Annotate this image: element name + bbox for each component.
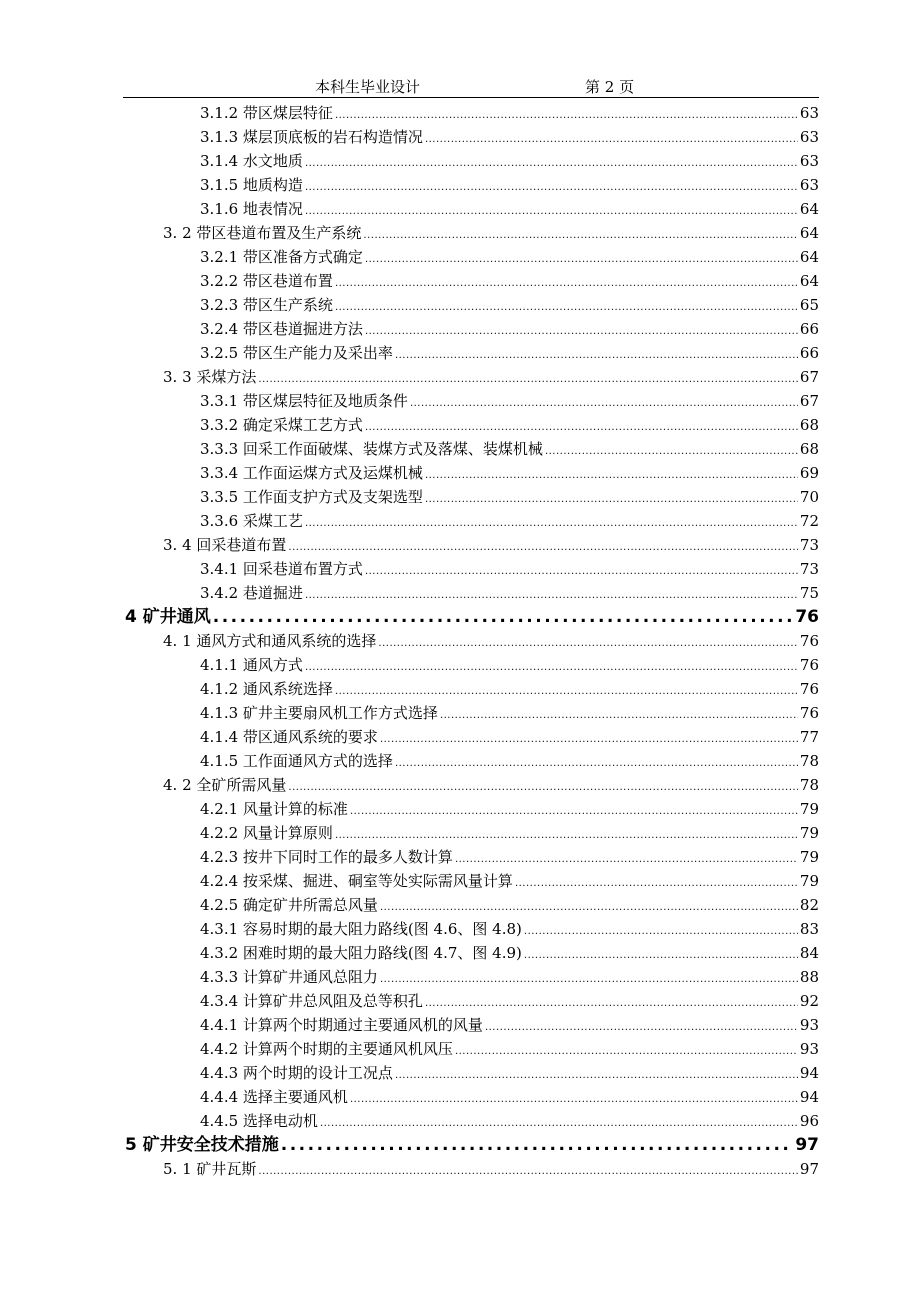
toc-entry-page: 79 (799, 848, 819, 866)
toc-dot-leader (305, 152, 798, 176)
toc-entry-page: 76 (799, 656, 819, 674)
toc-entry-page: 64 (799, 224, 819, 242)
toc-entry-title: 4.4.3 两个时期的设计工况点 (200, 1064, 393, 1082)
toc-entry-title: 4 矿井通风 (125, 607, 211, 627)
toc-dot-leader (425, 488, 798, 512)
toc-entry[interactable] (123, 557, 819, 581)
toc-entry-title: 4.3.4 计算矿井总风阻及总等积孔 (200, 992, 423, 1010)
toc-entry-title: 4.3.2 困难时期的最大阻力路线(图 4.7、图 4.9) (200, 944, 522, 962)
toc-entry-page: 65 (799, 296, 819, 314)
toc-dot-leader (288, 536, 798, 560)
header-page-number: 第 2 页 (585, 78, 635, 96)
toc-entry-title: 3.1.6 地表情况 (200, 200, 303, 218)
toc-dot-leader (365, 248, 798, 272)
toc-dot-leader (305, 200, 798, 224)
toc-dot-leader (335, 272, 798, 296)
toc-entry-page: 79 (799, 872, 819, 890)
toc-entry[interactable] (123, 773, 819, 797)
toc-entry-page: 64 (799, 200, 819, 218)
toc-entry-title: 4.2.3 按井下同时工作的最多人数计算 (200, 848, 453, 866)
toc-entry-title: 3.2.4 带区巷道掘进方法 (200, 320, 363, 338)
toc-entry-title: 3.1.2 带区煤层特征 (200, 104, 333, 122)
toc-entry-title: 3.2.3 带区生产系统 (200, 296, 333, 314)
toc-entry[interactable] (123, 869, 819, 893)
toc-entry[interactable] (123, 725, 819, 749)
toc-entry[interactable] (123, 965, 819, 989)
toc-dot-leader (425, 128, 798, 152)
toc-entry-title: 4.4.5 选择电动机 (200, 1112, 318, 1130)
toc-entry-page: 76 (795, 607, 819, 627)
toc-dot-leader (545, 440, 798, 464)
toc-dot-leader (213, 605, 794, 629)
toc-dot-leader (305, 512, 798, 536)
toc-entry-page: 66 (799, 320, 819, 338)
toc-entry[interactable] (123, 1133, 819, 1157)
toc-entry-title: 3.3.1 带区煤层特征及地质条件 (200, 392, 408, 410)
toc-dot-leader (455, 1040, 798, 1064)
toc-entry[interactable] (123, 533, 819, 557)
toc-entry-page: 84 (799, 944, 819, 962)
toc-entry[interactable] (123, 917, 819, 941)
toc-dot-leader (380, 728, 798, 752)
toc-entry[interactable] (123, 1013, 819, 1037)
toc-entry[interactable] (123, 1157, 819, 1181)
toc-entry-title: 3.1.4 水文地质 (200, 152, 303, 170)
toc-entry-title: 4.1.1 通风方式 (200, 656, 303, 674)
toc-entry-page: 68 (799, 416, 819, 434)
toc-entry[interactable] (123, 293, 819, 317)
toc-entry[interactable] (123, 629, 819, 653)
toc-entry[interactable] (123, 341, 819, 365)
toc-entry[interactable] (123, 461, 819, 485)
toc-entry-page: 73 (799, 536, 819, 554)
toc-entry-title: 4.1.4 带区通风系统的要求 (200, 728, 378, 746)
toc-entry-title: 4.2.5 确定矿井所需总风量 (200, 896, 378, 914)
toc-entry-title: 5 矿井安全技术措施 (125, 1135, 279, 1155)
toc-dot-leader (378, 632, 798, 656)
toc-entry[interactable] (123, 1109, 819, 1133)
toc-entry-title: 4.2.4 按采煤、掘进、硐室等处实际需风量计算 (200, 872, 513, 890)
toc-entry-page: 77 (799, 728, 819, 746)
toc-entry-title: 4.3.3 计算矿井通风总阻力 (200, 968, 378, 986)
toc-dot-leader (288, 776, 798, 800)
toc-entry-page: 63 (799, 128, 819, 146)
toc-entry-page: 68 (799, 440, 819, 458)
toc-entry-title: 3. 3 采煤方法 (163, 368, 257, 386)
toc-dot-leader (363, 224, 798, 248)
toc-entry-title: 3.3.4 工作面运煤方式及运煤机械 (200, 464, 423, 482)
toc-entry-title: 3.1.5 地质构造 (200, 176, 303, 194)
toc-entry-page: 92 (799, 992, 819, 1010)
toc-entry-title: 5. 1 矿井瓦斯 (163, 1160, 257, 1178)
toc-entry-page: 75 (799, 584, 819, 602)
toc-entry-title: 3.3.2 确定采煤工艺方式 (200, 416, 363, 434)
toc-dot-leader (440, 704, 798, 728)
toc-entry[interactable] (123, 413, 819, 437)
toc-entry-title: 4.1.2 通风系统选择 (200, 680, 333, 698)
toc-entry[interactable] (123, 749, 819, 773)
toc-entry-page: 96 (799, 1112, 819, 1130)
toc-entry-page: 79 (799, 824, 819, 842)
toc-entry[interactable] (123, 485, 819, 509)
toc-entry[interactable] (123, 821, 819, 845)
toc-entry[interactable] (123, 605, 819, 629)
toc-entry[interactable] (123, 677, 819, 701)
toc-entry[interactable] (123, 245, 819, 269)
toc-entry-page: 79 (799, 800, 819, 818)
toc-entry[interactable] (123, 269, 819, 293)
toc-entry-title: 3.2.2 带区巷道布置 (200, 272, 333, 290)
toc-entry[interactable] (123, 317, 819, 341)
toc-dot-leader (365, 320, 798, 344)
toc-entry-page: 63 (799, 152, 819, 170)
toc-entry[interactable] (123, 173, 819, 197)
toc-dot-leader (395, 344, 798, 368)
toc-entry-page: 67 (799, 392, 819, 410)
toc-dot-leader (305, 656, 798, 680)
toc-entry[interactable] (123, 845, 819, 869)
toc-entry-title: 4. 2 全矿所需风量 (163, 776, 287, 794)
table-of-contents (123, 101, 819, 1181)
toc-dot-leader (350, 1088, 798, 1112)
toc-entry-title: 3.1.3 煤层顶底板的岩石构造情况 (200, 128, 423, 146)
toc-entry-title: 4.2.2 风量计算原则 (200, 824, 333, 842)
toc-dot-leader (425, 464, 798, 488)
toc-entry-page: 78 (799, 776, 819, 794)
toc-entry-page: 64 (799, 272, 819, 290)
toc-entry[interactable] (123, 149, 819, 173)
page-header (123, 74, 819, 96)
toc-entry-title: 4.1.5 工作面通风方式的选择 (200, 752, 393, 770)
toc-entry[interactable] (123, 125, 819, 149)
toc-entry-page: 70 (799, 488, 819, 506)
toc-entry-page: 76 (799, 680, 819, 698)
toc-entry-page: 66 (799, 344, 819, 362)
toc-entry-page: 97 (799, 1160, 819, 1178)
toc-entry[interactable] (123, 221, 819, 245)
toc-entry[interactable] (123, 197, 819, 221)
toc-entry-page: 76 (799, 632, 819, 650)
toc-entry-title: 4.2.1 风量计算的标准 (200, 800, 348, 818)
toc-entry[interactable] (123, 365, 819, 389)
toc-entry-page: 63 (799, 104, 819, 122)
toc-entry-page: 94 (799, 1064, 819, 1082)
toc-entry[interactable] (123, 701, 819, 725)
toc-entry-title: 4.4.2 计算两个时期的主要通风机风压 (200, 1040, 453, 1058)
toc-dot-leader (485, 1016, 798, 1040)
toc-entry-title: 4.4.1 计算两个时期通过主要通风机的风量 (200, 1016, 483, 1034)
header-rule (123, 97, 819, 98)
toc-entry[interactable] (123, 989, 819, 1013)
toc-dot-leader (281, 1133, 794, 1157)
toc-entry[interactable] (123, 581, 819, 605)
toc-entry-page: 69 (799, 464, 819, 482)
toc-entry[interactable] (123, 1037, 819, 1061)
toc-dot-leader (410, 392, 798, 416)
toc-dot-leader (380, 968, 798, 992)
toc-entry-title: 3.4.1 回采巷道布置方式 (200, 560, 363, 578)
toc-entry-page: 64 (799, 248, 819, 266)
toc-entry-page: 78 (799, 752, 819, 770)
toc-entry[interactable] (123, 437, 819, 461)
toc-entry-title: 3.3.6 采煤工艺 (200, 512, 303, 530)
toc-entry-title: 3.2.5 带区生产能力及采出率 (200, 344, 393, 362)
toc-dot-leader (350, 800, 798, 824)
toc-dot-leader (258, 1160, 798, 1184)
toc-entry-page: 67 (799, 368, 819, 386)
toc-dot-leader (395, 752, 798, 776)
toc-entry-title: 3.3.5 工作面支护方式及支架选型 (200, 488, 423, 506)
header-title: 本科生毕业设计 (315, 78, 421, 96)
toc-entry[interactable] (123, 893, 819, 917)
toc-dot-leader (395, 1064, 798, 1088)
toc-entry-page: 63 (799, 176, 819, 194)
toc-entry-title: 4.3.1 容易时期的最大阻力路线(图 4.6、图 4.8) (200, 920, 522, 938)
toc-entry[interactable] (123, 509, 819, 533)
toc-entry-title: 4. 1 通风方式和通风系统的选择 (163, 632, 377, 650)
toc-entry-page: 73 (799, 560, 819, 578)
toc-entry-page: 76 (799, 704, 819, 722)
toc-entry-title: 3.2.1 带区准备方式确定 (200, 248, 363, 266)
toc-entry[interactable] (123, 101, 819, 125)
toc-entry-page: 88 (799, 968, 819, 986)
toc-dot-leader (365, 560, 798, 584)
toc-entry-page: 72 (799, 512, 819, 530)
toc-entry-page: 93 (799, 1040, 819, 1058)
toc-entry-title: 3. 2 带区巷道布置及生产系统 (163, 224, 362, 242)
toc-entry-title: 4.1.3 矿井主要扇风机工作方式选择 (200, 704, 438, 722)
toc-entry[interactable] (123, 941, 819, 965)
toc-entry[interactable] (123, 1061, 819, 1085)
toc-entry-page: 94 (799, 1088, 819, 1106)
toc-entry-title: 4.4.4 选择主要通风机 (200, 1088, 348, 1106)
toc-entry[interactable] (123, 653, 819, 677)
toc-dot-leader (515, 872, 798, 896)
toc-entry-page: 82 (799, 896, 819, 914)
toc-entry[interactable] (123, 389, 819, 413)
toc-entry-page: 93 (799, 1016, 819, 1034)
toc-entry-page: 97 (795, 1135, 819, 1155)
toc-entry[interactable] (123, 1085, 819, 1109)
toc-entry-title: 3.3.3 回采工作面破煤、装煤方式及落煤、装煤机械 (200, 440, 543, 458)
toc-dot-leader (335, 296, 798, 320)
toc-dot-leader (305, 176, 798, 200)
toc-entry-page: 83 (799, 920, 819, 938)
toc-dot-leader (524, 920, 798, 944)
toc-entry[interactable] (123, 797, 819, 821)
toc-entry-title: 3. 4 回采巷道布置 (163, 536, 287, 554)
toc-dot-leader (524, 944, 798, 968)
toc-entry-title: 3.4.2 巷道掘进 (200, 584, 303, 602)
